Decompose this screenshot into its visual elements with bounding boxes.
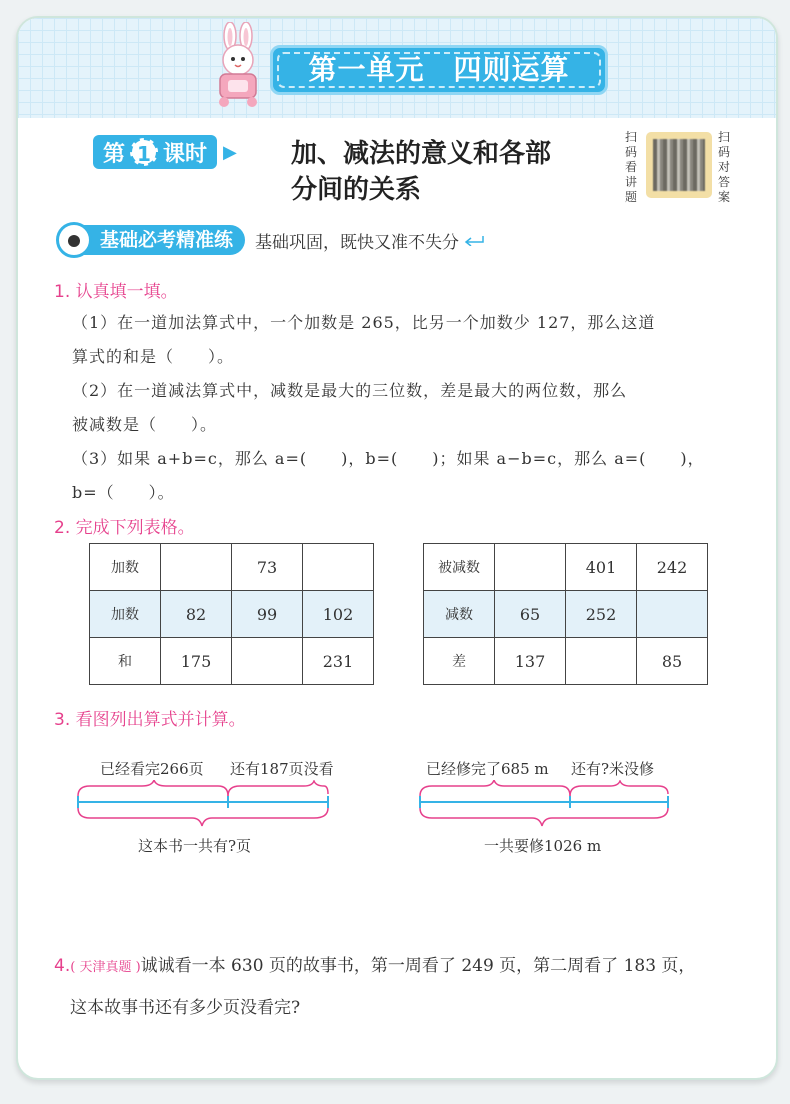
q4-text-line1: 诚诚看一本 630 页的故事书，第一周看了 249 页，第二周看了 183 页，	[140, 956, 696, 976]
diagram-left-label-a: 已经看完266页	[100, 760, 204, 778]
diagram-left-label-b: 还有187页没看	[230, 760, 334, 778]
table-row	[424, 591, 708, 638]
table-row	[90, 591, 374, 638]
q4-block	[54, 946, 754, 1028]
lesson-tag	[93, 134, 237, 170]
section-bar	[56, 223, 485, 257]
table-cell: 和	[90, 638, 161, 685]
table-cell: 差	[424, 638, 495, 685]
q4-tag: ( 天津真题 )	[70, 960, 141, 975]
qr-code-icon[interactable]	[646, 132, 712, 198]
table-cell: 加数	[90, 591, 161, 638]
q1-p3-line2: b=（ ）。	[72, 483, 175, 502]
play-arrow-icon: ▶	[223, 141, 237, 163]
table-cell[interactable]	[637, 591, 708, 638]
q1-p1-line2: 算式的和是（ ）。	[72, 347, 235, 366]
q1-p3-line1: （3）如果 a+b=c，那么 a=( )，b=( )；如果 a−b=c，那么 a=( )，	[72, 449, 705, 468]
return-arrow-icon	[463, 234, 485, 246]
table-row	[424, 544, 708, 591]
q1-p2-line2: 被减数是（ ）。	[72, 415, 218, 434]
diagram-left-bottom-label: 这本书一共有?页	[138, 837, 252, 855]
student-avatar-icon	[56, 222, 92, 258]
table-cell: 175	[161, 638, 232, 685]
right-line-diagram	[418, 780, 674, 830]
subtraction-table	[423, 543, 708, 685]
table-cell: 73	[232, 544, 303, 591]
q4-text-line2: 这本故事书还有多少页没看完?	[70, 998, 301, 1018]
workbook-page	[16, 16, 778, 1080]
q1-p1-line1: （1）在一道加法算式中，一个加数是 265，比另一个加数少 127，那么这道	[72, 313, 656, 332]
bunny-mascot-icon	[206, 22, 272, 110]
section-title: 基础必考精准练	[82, 225, 245, 255]
table-cell: 231	[303, 638, 374, 685]
table-cell: 102	[303, 591, 374, 638]
table-cell: 401	[566, 544, 637, 591]
table-cell: 99	[232, 591, 303, 638]
unit-title-banner: 第一单元 四则运算	[270, 45, 608, 95]
q2-title: 2. 完成下列表格。	[54, 518, 195, 538]
table-cell: 252	[566, 591, 637, 638]
table-cell: 被减数	[424, 544, 495, 591]
diagram-right-label-b: 还有?米没修	[571, 760, 655, 778]
lesson-title-line2: 分间的关系	[291, 175, 422, 205]
section-subtitle: 基础巩固，既快又准不失分	[255, 232, 460, 253]
table-row	[90, 544, 374, 591]
table-cell[interactable]	[303, 544, 374, 591]
table-cell: 65	[495, 591, 566, 638]
table-row	[424, 638, 708, 685]
q4-number: 4.	[54, 956, 71, 976]
table-cell: 加数	[90, 544, 161, 591]
q1-title: 1. 认真填一填。	[54, 282, 178, 302]
left-line-diagram	[76, 780, 332, 830]
lesson-title	[291, 136, 631, 208]
table-row	[90, 638, 374, 685]
q3-title: 3. 看图列出算式并计算。	[54, 710, 246, 730]
table-cell[interactable]	[495, 544, 566, 591]
q4-line1	[54, 946, 754, 988]
table-cell: 减数	[424, 591, 495, 638]
lesson-pill	[93, 135, 217, 169]
lesson-number: 1	[130, 138, 158, 166]
diagram-right-label-a: 已经修完了685 m	[426, 760, 549, 778]
lesson-title-line1: 加、减法的意义和各部	[291, 139, 552, 169]
table-cell[interactable]	[566, 638, 637, 685]
lesson-prefix: 第	[103, 141, 126, 167]
table-cell: 137	[495, 638, 566, 685]
lesson-suffix: 课时	[163, 141, 208, 167]
table-cell: 242	[637, 544, 708, 591]
table-cell[interactable]	[161, 544, 232, 591]
diagram-right-bottom-label: 一共要修1026 m	[484, 837, 602, 855]
table-cell: 85	[637, 638, 708, 685]
qr-left-caption: 扫码看讲题	[625, 130, 638, 204]
q1-p2-line1: （2）在一道减法算式中，减数是最大的三位数，差是最大的两位数，那么	[72, 381, 628, 400]
table-cell: 82	[161, 591, 232, 638]
table-cell[interactable]	[232, 638, 303, 685]
qr-right-caption: 扫码对答案	[718, 130, 731, 204]
addition-table	[89, 543, 374, 685]
